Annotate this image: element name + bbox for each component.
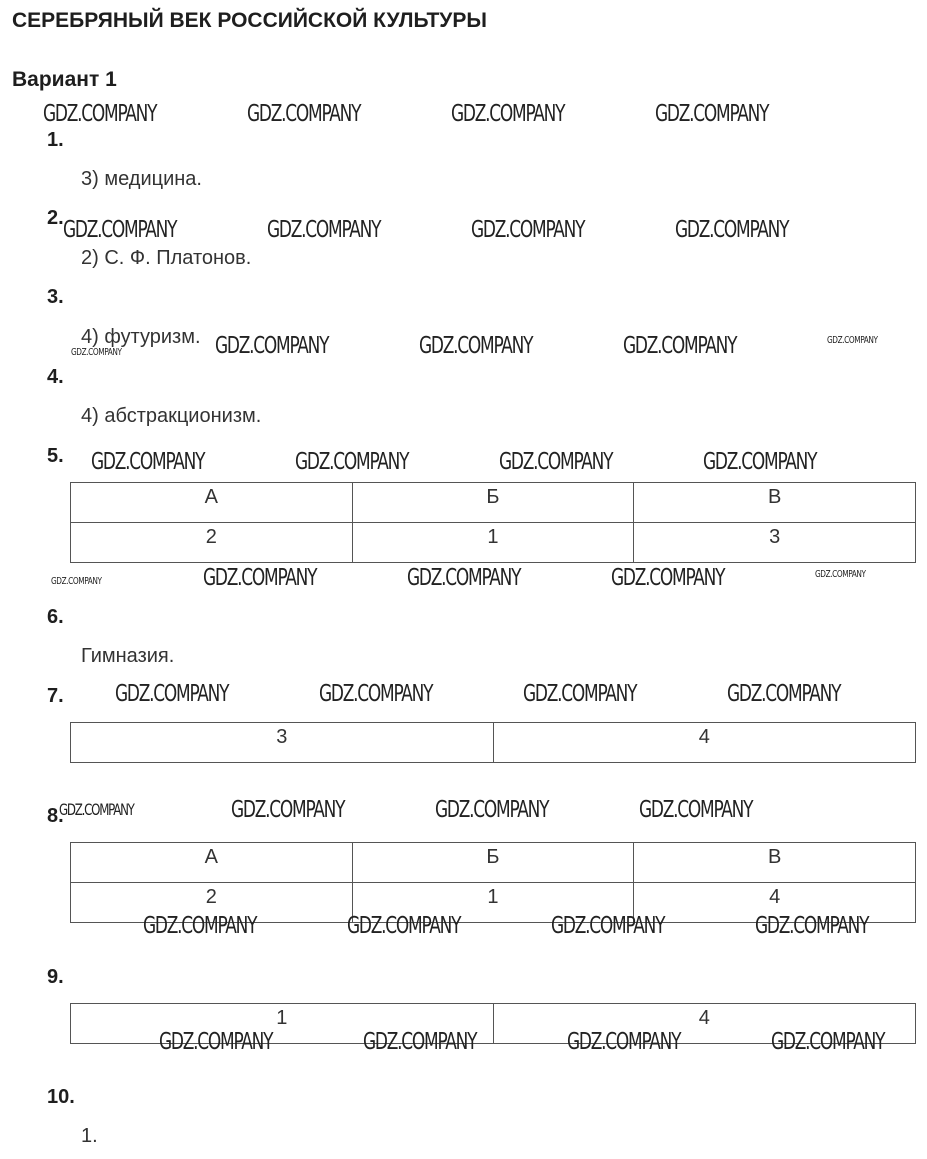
- watermark-text: GDZ.COMPANY: [675, 217, 789, 243]
- table-cell: 3: [634, 523, 916, 563]
- table-cell: Б: [352, 483, 634, 523]
- question-number: 6.: [47, 606, 64, 628]
- variant-heading: Вариант 1: [12, 68, 117, 91]
- watermark-text: GDZ.COMPANY: [319, 681, 433, 707]
- question-number: 3.: [47, 286, 64, 308]
- table-header-row: [71, 483, 916, 523]
- question-number: 4.: [47, 366, 64, 388]
- watermark-text: GDZ.COMPANY: [703, 449, 817, 475]
- table-cell: 3: [71, 723, 494, 763]
- table-cell: 4: [493, 1004, 916, 1044]
- table-cell: А: [71, 483, 353, 523]
- watermark-text: GDZ.COMPANY: [567, 1029, 681, 1055]
- watermark-text: GDZ.COMPANY: [347, 913, 461, 939]
- table-cell: 4: [634, 883, 916, 923]
- watermark-text: GDZ.COMPANY: [203, 565, 317, 591]
- watermark-text: GDZ.COMPANY: [815, 569, 866, 580]
- question-number: 5.: [47, 445, 64, 467]
- watermark-text: GDZ.COMPANY: [267, 217, 381, 243]
- watermark-text: GDZ.COMPANY: [91, 449, 205, 475]
- watermark-text: GDZ.COMPANY: [551, 913, 665, 939]
- table-cell: 1: [352, 883, 634, 923]
- table-row: [71, 1004, 916, 1044]
- answer-table: [70, 482, 916, 563]
- watermark-text: GDZ.COMPANY: [471, 217, 585, 243]
- answer-table: [70, 842, 916, 923]
- watermark-text: GDZ.COMPANY: [231, 797, 345, 823]
- answer-table: [70, 722, 916, 763]
- table-cell: 1: [71, 1004, 494, 1044]
- answer-text: 3) медицина.: [81, 168, 202, 190]
- watermark-text: GDZ.COMPANY: [363, 1029, 477, 1055]
- table-cell: 1: [352, 523, 634, 563]
- watermark-text: GDZ.COMPANY: [59, 800, 134, 819]
- question-number: 2.: [47, 207, 64, 229]
- table-cell: А: [71, 843, 353, 883]
- answer-text: 4) футуризм.: [81, 326, 201, 348]
- table-cell: 2: [71, 523, 353, 563]
- watermark-text: GDZ.COMPANY: [63, 217, 177, 243]
- table-row: [71, 723, 916, 763]
- watermark-text: GDZ.COMPANY: [639, 797, 753, 823]
- question-number: 8.: [47, 805, 64, 827]
- watermark-text: GDZ.COMPANY: [623, 333, 737, 359]
- page-title: СЕРЕБРЯНЫЙ ВЕК РОССИЙСКОЙ КУЛЬТУРЫ: [12, 9, 487, 32]
- watermark-text: GDZ.COMPANY: [115, 681, 229, 707]
- question-number: 1.: [47, 129, 64, 151]
- watermark-text: GDZ.COMPANY: [435, 797, 549, 823]
- watermark-text: GDZ.COMPANY: [451, 101, 565, 127]
- watermark-text: GDZ.COMPANY: [499, 449, 613, 475]
- watermark-text: GDZ.COMPANY: [247, 101, 361, 127]
- question-number: 7.: [47, 685, 64, 707]
- watermark-text: GDZ.COMPANY: [523, 681, 637, 707]
- watermark-text: GDZ.COMPANY: [771, 1029, 885, 1055]
- watermark-text: GDZ.COMPANY: [143, 913, 257, 939]
- watermark-text: GDZ.COMPANY: [407, 565, 521, 591]
- watermark-text: GDZ.COMPANY: [215, 333, 329, 359]
- table-cell: В: [634, 843, 916, 883]
- watermark-text: GDZ.COMPANY: [159, 1029, 273, 1055]
- watermark-text: GDZ.COMPANY: [755, 913, 869, 939]
- answer-text: 4) абстракционизм.: [81, 405, 262, 427]
- table-row: [71, 523, 916, 563]
- watermark-text: GDZ.COMPANY: [655, 101, 769, 127]
- table-cell: 2: [71, 883, 353, 923]
- watermark-text: GDZ.COMPANY: [827, 335, 878, 346]
- answer-text: Гимназия.: [81, 645, 175, 667]
- watermark-text: GDZ.COMPANY: [611, 565, 725, 591]
- answer-text: 2) С. Ф. Платонов.: [81, 247, 252, 269]
- answer-table: [70, 1003, 916, 1044]
- table-cell: Б: [352, 843, 634, 883]
- table-row: [71, 883, 916, 923]
- answer-text: 1.: [81, 1125, 98, 1147]
- table-header-row: [71, 843, 916, 883]
- watermark-text: GDZ.COMPANY: [71, 347, 122, 358]
- watermark-text: GDZ.COMPANY: [51, 576, 102, 587]
- question-number: 10.: [47, 1086, 75, 1108]
- question-number: 9.: [47, 966, 64, 988]
- watermark-text: GDZ.COMPANY: [43, 101, 157, 127]
- watermark-text: GDZ.COMPANY: [295, 449, 409, 475]
- table-cell: В: [634, 483, 916, 523]
- watermark-text: GDZ.COMPANY: [419, 333, 533, 359]
- watermark-text: GDZ.COMPANY: [727, 681, 841, 707]
- table-cell: 4: [493, 723, 916, 763]
